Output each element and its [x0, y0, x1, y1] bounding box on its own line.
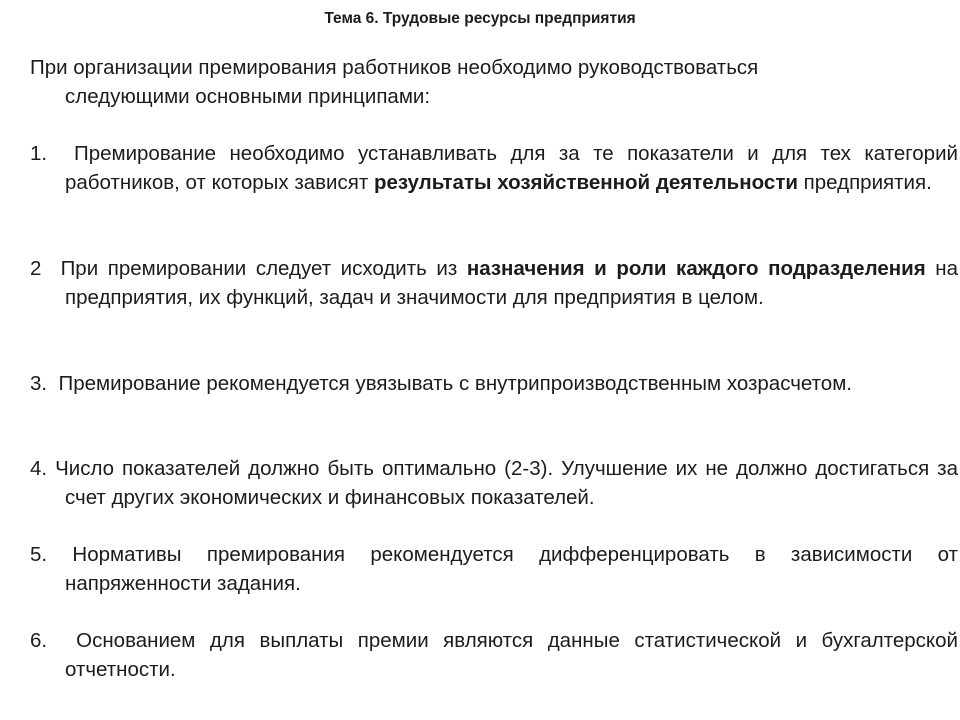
- item-text: Основанием для выплаты премии являются данные статистической и бухгалтерской отчетности.: [65, 629, 958, 681]
- item-number: 5.: [30, 543, 48, 566]
- item-number: 1.: [30, 142, 48, 165]
- item-text: Число показателей должно быть оптимально (2-3). Улучшение их не должно достигаться за счет других экономических и финансовых показателей.: [55, 457, 958, 509]
- item-text: Премирование рекомендуется увязывать с внутрипроизводственным хозрасчетом.: [58, 372, 852, 395]
- item-number: 6.: [30, 629, 48, 652]
- principle-item-1: [30, 140, 958, 197]
- item-text: Нормативы премирования рекомендуется дифференцировать в зависимости от напряженности задания.: [65, 543, 958, 595]
- principle-item-2: [30, 255, 958, 312]
- principle-item-4: [30, 455, 958, 512]
- item-text: При премировании следует исходить из: [60, 257, 467, 280]
- item-text-after: предприятия.: [797, 170, 932, 194]
- principle-item-5: [30, 541, 958, 598]
- item-bold-text: назначения и роли каждого подразделения: [466, 257, 926, 280]
- intro-line-1: При организации премирования работников необходимо руководствоваться: [30, 56, 759, 79]
- item-number: 2: [30, 257, 42, 280]
- intro-line-2: следующими основными принципами:: [65, 84, 431, 108]
- principle-item-6: [30, 627, 958, 684]
- item-number: 4.: [30, 457, 48, 480]
- item-text-after: на предприятия, их функций, задач и значимости для предприятия в целом.: [65, 257, 958, 309]
- item-number: 3.: [30, 372, 48, 395]
- principle-item-3: [30, 370, 958, 399]
- intro-paragraph: [30, 54, 923, 111]
- item-text: Премирование необходимо устанавливать для за те показатели и для тех категорий работников, от которых зависят: [65, 142, 958, 194]
- item-bold-text: результаты хозяйственной деятельности: [373, 170, 798, 194]
- slide-title: Тема 6. Трудовые ресурсы предприятия: [324, 10, 636, 27]
